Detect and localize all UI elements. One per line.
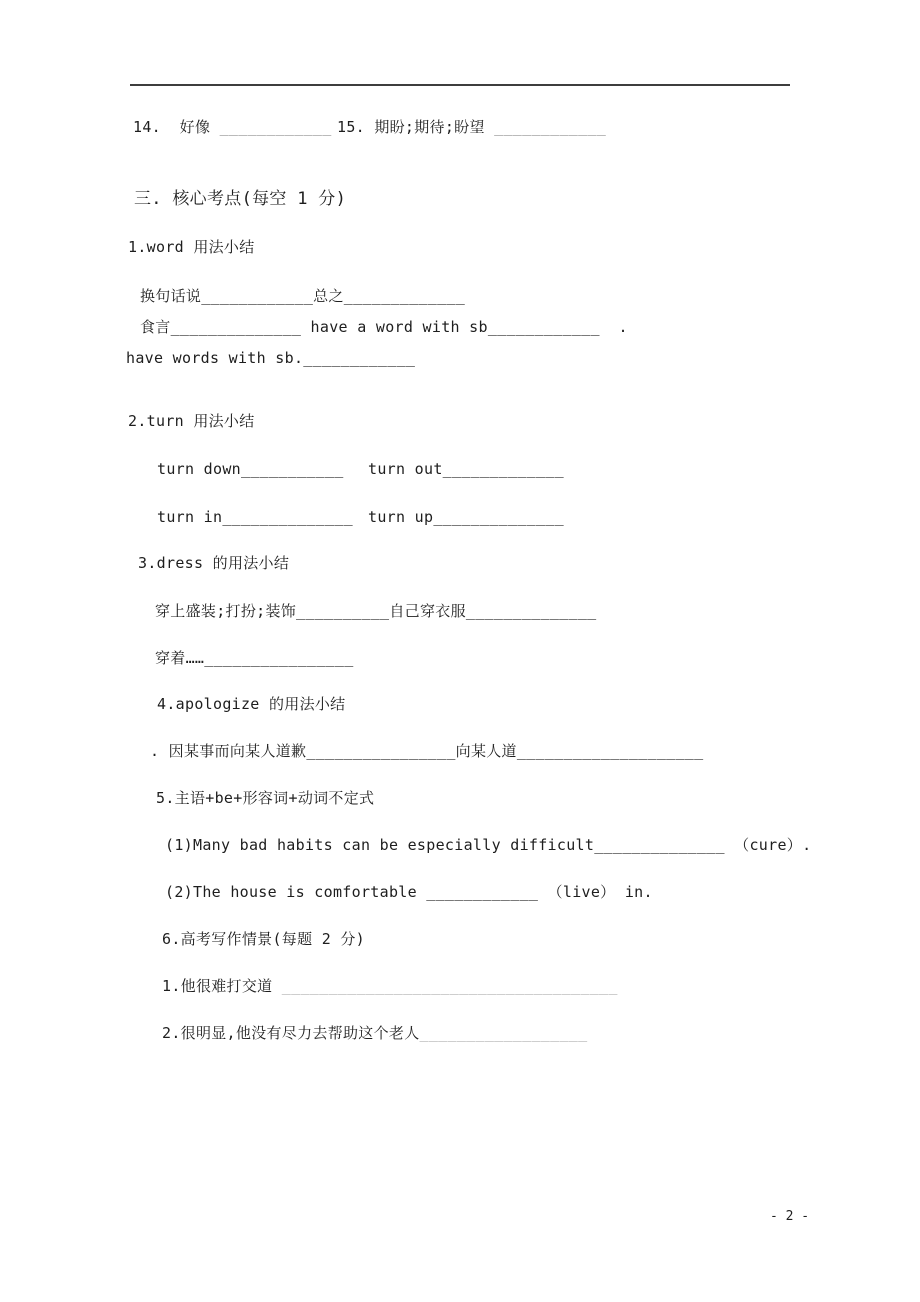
writing-item1-label: 1.他很难打交道 [162,977,282,995]
turn-out-item: turn out_____________ [368,460,564,478]
turn-usage-heading: 2.turn 用法小结 [128,412,255,430]
vocab-item-14-label: 14. 好像 [133,118,220,136]
header-divider [130,84,790,86]
word-usage-line1: 换句话说____________总之_____________ [140,287,466,305]
apologize-usage-heading: 4.apologize 的用法小结 [157,695,346,713]
turn-down-item: turn down___________ [157,460,344,478]
section-heading: 三. 核心考点(每空 1 分) [134,189,347,209]
writing-item1-blank: ____________________________________ [281,977,618,995]
writing-item2-blank: __________________ [419,1024,588,1042]
word-usage-line2: 食言______________ have a word with sb____________ . [140,318,628,336]
vocab-item-14-blank: ____________ [219,118,332,136]
dress-usage-line1: 穿上盛装;打扮;装饰__________自己穿衣服______________ [155,602,597,620]
word-usage-line3: have words with sb.____________ [126,349,416,367]
dress-usage-heading: 3.dress 的用法小结 [138,554,290,572]
sentence-pattern-item1: (1)Many bad habits can be especially difficult______________ （cure）. [165,836,812,854]
writing-item1 [162,976,618,996]
vocab-item-15-label: 15. 期盼;期待;盼望 [337,118,495,136]
word-usage-heading: 1.word 用法小结 [128,238,255,256]
vocab-item-15 [337,117,606,137]
writing-item2-label: 2.很明显,他没有尽力去帮助这个老人 [162,1024,420,1042]
page-number: - 2 - [770,1209,810,1224]
sentence-pattern-heading: 5.主语+be+形容词+动词不定式 [156,789,375,807]
turn-in-item: turn in______________ [157,508,353,526]
dress-usage-line2: 穿着……________________ [155,649,354,667]
apologize-usage-line1: . 因某事而向某人道歉________________向某人道____________________ [150,742,704,760]
sentence-pattern-item2: (2)The house is comfortable ____________ （live） in. [165,883,653,901]
writing-heading: 6.高考写作情景(每题 2 分) [162,930,366,948]
writing-item2 [162,1023,587,1043]
vocab-item-15-blank: ____________ [494,118,607,136]
vocab-item-14 [133,117,332,137]
turn-up-item: turn up______________ [368,508,564,526]
